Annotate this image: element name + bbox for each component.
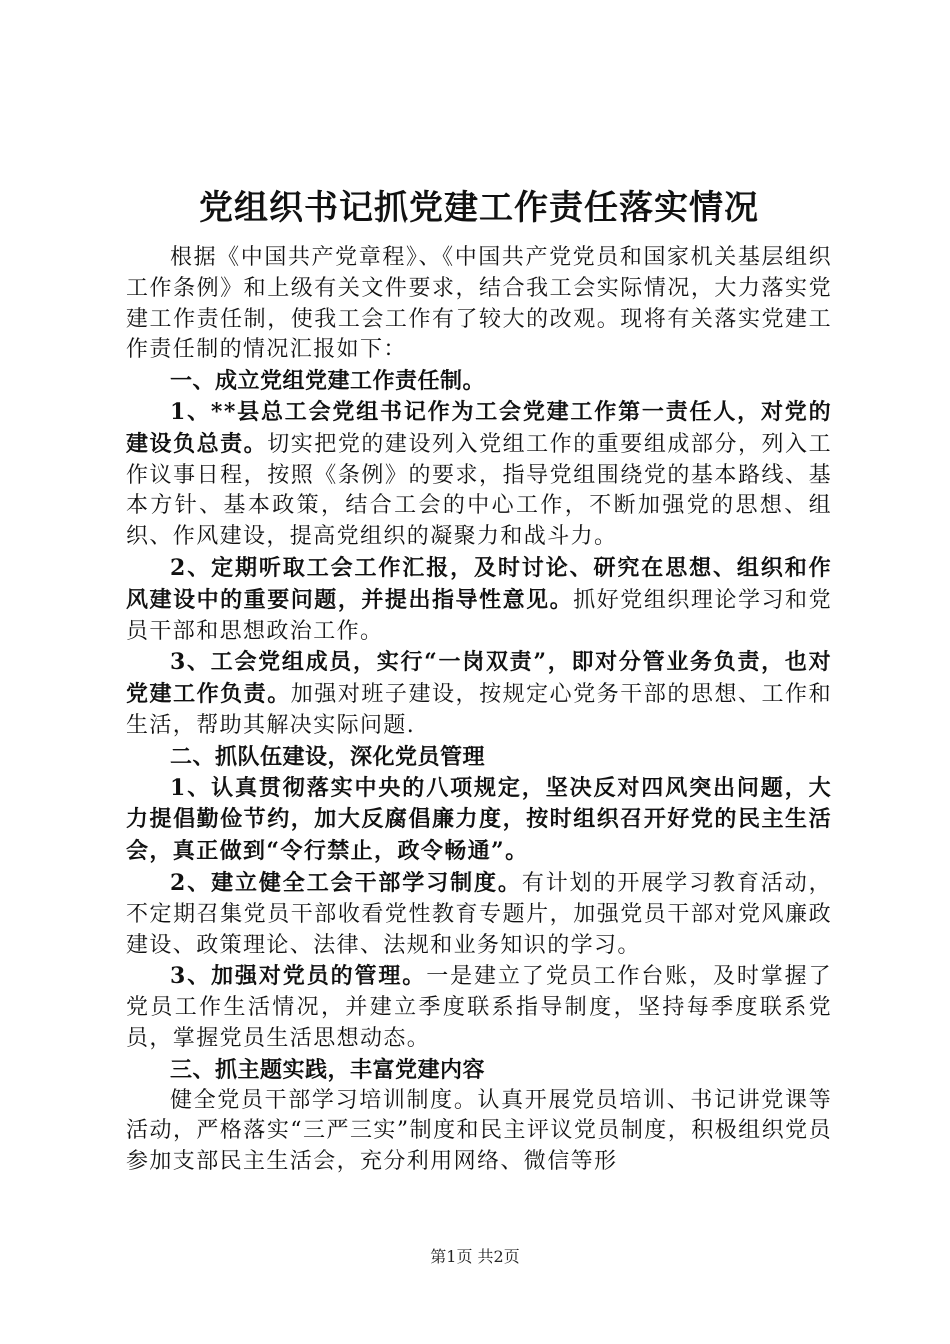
paragraph-2-2 [126,868,832,961]
paragraph-lead: 1、**县总工会党组书记作为工会党建工作第一责任人，对党的建设负总责。 [126,398,832,457]
paragraph-lead: 3、工会党组成员，实行“一岗双责”，即对分管业务负责，也对党建工作负责。 [126,649,832,708]
paragraph-1-2 [126,553,832,647]
paragraph-2-3 [126,961,832,1054]
paragraph-lead: 3、加强对党员的管理。 [170,963,427,990]
paragraph-text: 健全党员干部学习培训制度。认真开展党员培训、书记讲党课等活动，严格落实“三严三实”制度和民主评议党员制度，积极组织党员参加支部民主生活会，充分利用网络、微信等形 [126,1087,832,1175]
section-heading-3: 三、抓主题实践，丰富党建内容 [170,1056,486,1083]
paragraph-3-1 [126,1086,832,1178]
paragraph-2-1 [126,773,832,868]
section-heading-2: 二、抓队伍建设，深化党员管理 [170,743,486,770]
document-page [126,183,832,1178]
paragraph-lead: 2、定期听取工会工作汇报，及时讨论、研究在思想、组织和作风建设中的重要问题，并提出指导性意见。 [126,554,832,613]
section-heading-1: 一、成立党组党建工作责任制。 [170,368,486,395]
paragraph-lead: 2、建立健全工会干部学习制度。 [170,869,522,896]
document-body [126,243,832,1178]
paragraph-1-3 [126,647,832,741]
paragraph-lead: 1、认真贯彻落实中央的八项规定，坚决反对四风突出问题，大力提倡勤俭节约，加大反腐倡廉力度，按时组织召开好党的民主生活会，真正做到“令行禁止，政令畅通”。 [126,774,832,865]
page-footer: 第1页 共2页 [430,1247,520,1266]
paragraph-text: 切实把党的建设列入党组工作的重要组成部分，列入工作议事日程，按照《条例》的要求，指导党组围绕党的基本路线、基本方针、基本政策，结合工会的中心工作，不断加强党的思想、组织、作风建设，提高党组织的凝聚力和战斗力。 [126,431,832,550]
paragraph-text: 一是建立了党员工作台账，及时掌握了党员工作生活情况，并建立季度联系指导制度，坚持每季度联系党员，掌握党员生活思想动态。 [126,964,832,1051]
paragraph-text: 抓好党组织理论学习和党员干部和思想政治工作。 [126,587,832,644]
paragraph-text: 根据《中国共产党章程》、《中国共产党党员和国家机关基层组织工作条例》和上级有关文件要求，结合我工会实际情况，大力落实党建工作责任制，使我工会工作有了较大的改观。现将有关落实党建工作责任制的情况汇报如下： [126,245,832,363]
paragraph-1-1 [126,397,832,553]
paragraph-text: 加强对班子建设，按规定心党务干部的思想、工作和生活，帮助其解决实际问题. [126,682,832,738]
paragraph-intro [126,243,832,366]
document-title: 党组织书记抓党建工作责任落实情况 [199,188,759,228]
paragraph-text: 有计划的开展学习教育活动，不定期召集党员干部收看党性教育专题片，加强党员干部对党风廉政建设、政策理论、法律、法规和业务知识的学习。 [126,870,833,958]
